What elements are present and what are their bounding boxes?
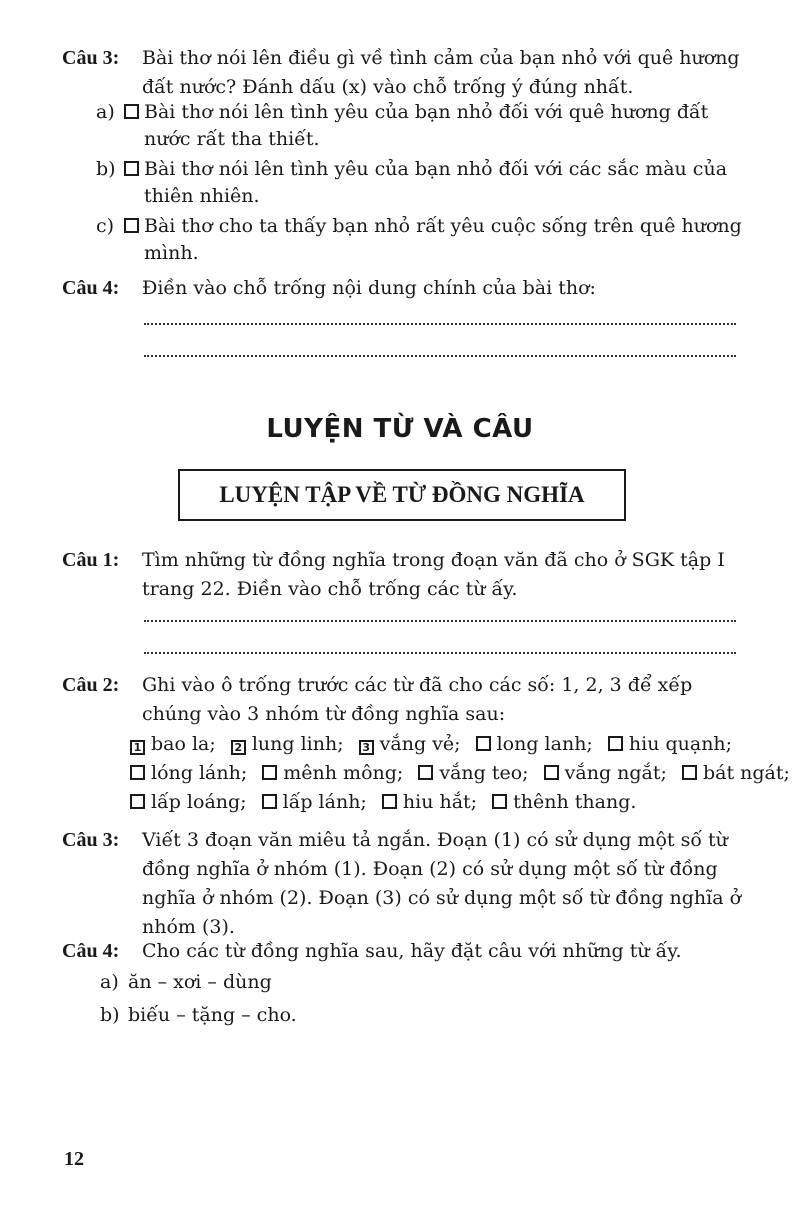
word-item bbox=[544, 759, 667, 788]
item-label: a) bbox=[100, 971, 119, 993]
question-text: Bài thơ nói lên điều gì về tình cảm của bạn nhỏ với quê hương đất nước? Đánh dấu (x) vào chỗ trống ý đúng nhất. bbox=[142, 47, 740, 98]
answer-line[interactable] bbox=[144, 353, 736, 357]
number-box[interactable] bbox=[130, 765, 145, 780]
option-label: c) bbox=[96, 215, 115, 237]
sub-item-a bbox=[100, 969, 760, 996]
number-box[interactable]: 1 bbox=[130, 740, 145, 755]
number-box[interactable] bbox=[544, 765, 559, 780]
word-text: vắng ngắt; bbox=[564, 762, 667, 784]
lesson-title: LUYỆN TẬP VỀ TỪ ĐỒNG NGHĨA bbox=[178, 469, 626, 521]
sub-item-b bbox=[100, 1002, 760, 1029]
option-text: Bài thơ nói lên tình yêu của bạn nhỏ đối với các sắc màu của thiên nhiên. bbox=[144, 158, 728, 207]
answer-line[interactable] bbox=[144, 321, 736, 325]
option-label: a) bbox=[96, 101, 115, 123]
question-label: Câu 3: bbox=[62, 829, 120, 851]
number-box[interactable] bbox=[382, 794, 397, 809]
option-b bbox=[96, 156, 756, 210]
question-text: Tìm những từ đồng nghĩa trong đoạn văn đã cho ở SGK tập I trang 22. Điền vào chỗ trống các từ ấy. bbox=[142, 549, 725, 600]
question-3-exercise bbox=[62, 826, 752, 942]
answer-checkbox[interactable] bbox=[124, 218, 139, 233]
number-box[interactable]: 2 bbox=[231, 740, 246, 755]
number-box[interactable] bbox=[476, 736, 491, 751]
option-a bbox=[96, 99, 756, 153]
question-label: Câu 2: bbox=[62, 674, 120, 696]
word-text: lóng lánh; bbox=[151, 762, 248, 784]
word-row bbox=[130, 788, 760, 817]
section-title: LUYỆN TỪ VÀ CÂU bbox=[266, 414, 534, 444]
word-item bbox=[476, 730, 593, 759]
word-row bbox=[130, 730, 760, 759]
word-text: mênh mông; bbox=[283, 762, 404, 784]
question-text: Ghi vào ô trống trước các từ đã cho các số: 1, 2, 3 để xếp chúng vào 3 nhóm từ đồng nghĩa sau: bbox=[142, 674, 693, 725]
question-label: Câu 3: bbox=[62, 47, 120, 69]
word-item bbox=[382, 788, 477, 817]
word-item bbox=[130, 759, 247, 788]
question-4-reading bbox=[62, 274, 752, 303]
word-text: bao la; bbox=[151, 733, 216, 755]
option-c bbox=[96, 213, 756, 267]
page-number: 12 bbox=[64, 1148, 84, 1170]
word-item bbox=[418, 759, 528, 788]
word-text: thênh thang. bbox=[513, 791, 637, 813]
item-text: ăn – xơi – dùng bbox=[128, 971, 272, 993]
word-item bbox=[262, 788, 367, 817]
word-text: hiu hắt; bbox=[402, 791, 478, 813]
number-box[interactable] bbox=[492, 794, 507, 809]
answer-checkbox[interactable] bbox=[124, 104, 139, 119]
word-text: lấp loáng; bbox=[151, 791, 247, 813]
question-label: Câu 4: bbox=[62, 277, 120, 299]
item-label: b) bbox=[100, 1004, 120, 1026]
question-label: Câu 1: bbox=[62, 549, 120, 571]
question-label: Câu 4: bbox=[62, 940, 120, 962]
word-item bbox=[262, 759, 403, 788]
question-1-exercise bbox=[62, 546, 752, 604]
option-text: Bài thơ cho ta thấy bạn nhỏ rất yêu cuộc sống trên quê hương mình. bbox=[144, 215, 742, 264]
word-text: long lanh; bbox=[496, 733, 593, 755]
option-label: b) bbox=[96, 158, 116, 180]
word-text: hiu quạnh; bbox=[628, 733, 733, 755]
number-box[interactable] bbox=[262, 765, 277, 780]
question-4-exercise bbox=[62, 937, 752, 966]
question-text: Điền vào chỗ trống nội dung chính của bài thơ: bbox=[142, 277, 596, 299]
number-box[interactable] bbox=[608, 736, 623, 751]
number-box[interactable] bbox=[682, 765, 697, 780]
word-item bbox=[231, 730, 344, 759]
word-item bbox=[359, 730, 461, 759]
word-text: vắng vẻ; bbox=[379, 733, 461, 755]
question-text: Viết 3 đoạn văn miêu tả ngắn. Đoạn (1) có sử dụng một số từ đồng nghĩa ở nhóm (1). Đoạn (2) có sử dụng một số từ đồng nghĩa ở nhóm (2). Đoạn (3) có sử dụng một số từ đồng nghĩa ở nhóm (3). bbox=[142, 829, 742, 938]
number-box[interactable]: 3 bbox=[359, 740, 374, 755]
word-grid bbox=[130, 730, 790, 817]
answer-line[interactable] bbox=[144, 650, 736, 654]
question-2-exercise bbox=[62, 671, 752, 729]
question-text: Cho các từ đồng nghĩa sau, hãy đặt câu với những từ ấy. bbox=[142, 940, 682, 962]
number-box[interactable] bbox=[130, 794, 145, 809]
word-item bbox=[130, 788, 247, 817]
number-box[interactable] bbox=[418, 765, 433, 780]
word-item bbox=[130, 730, 216, 759]
answer-line[interactable] bbox=[144, 618, 736, 622]
answer-checkbox[interactable] bbox=[124, 161, 139, 176]
number-box[interactable] bbox=[262, 794, 277, 809]
word-text: vắng teo; bbox=[439, 762, 529, 784]
word-item bbox=[492, 788, 636, 817]
question-3-reading bbox=[62, 44, 752, 102]
item-text: biếu – tặng – cho. bbox=[128, 1004, 297, 1026]
word-row bbox=[130, 759, 790, 788]
word-text: lấp lánh; bbox=[282, 791, 367, 813]
word-text: bát ngát; bbox=[702, 762, 790, 784]
word-text: lung linh; bbox=[251, 733, 344, 755]
option-text: Bài thơ nói lên tình yêu của bạn nhỏ đối với quê hương đất nước rất tha thiết. bbox=[144, 101, 709, 150]
word-item bbox=[608, 730, 732, 759]
word-item bbox=[682, 759, 790, 788]
